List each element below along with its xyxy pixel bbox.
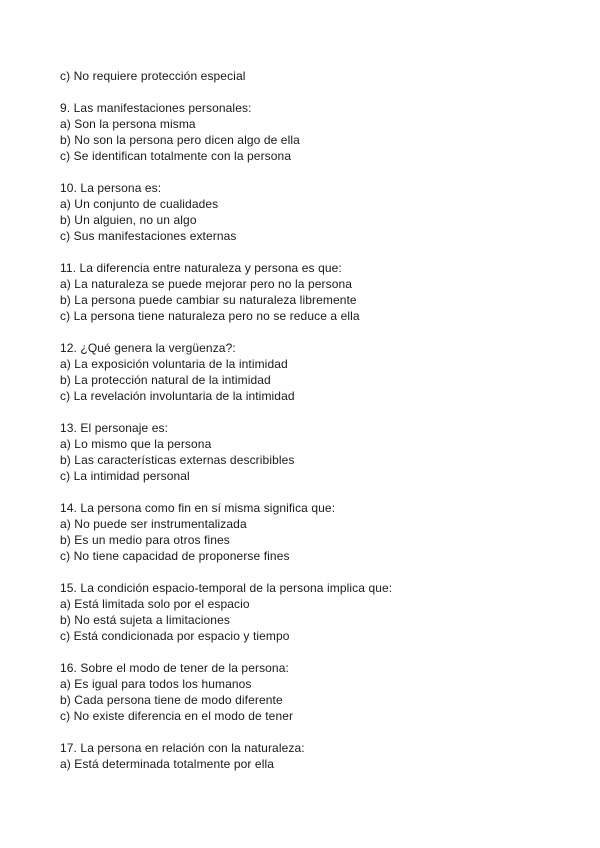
answer-option: a) La naturaleza se puede mejorar pero no la persona — [60, 277, 353, 291]
answer-option: a) Está limitada solo por el espacio — [60, 597, 250, 611]
question-block-15 — [60, 580, 560, 644]
question-block-16 — [60, 660, 560, 724]
answer-option: a) Lo mismo que la persona — [60, 437, 212, 451]
question-block-10 — [60, 180, 560, 244]
question-text: 9. Las manifestaciones personales: — [60, 101, 252, 115]
answer-option: b) No está sujeta a limitaciones — [60, 613, 230, 627]
question-text: 14. La persona como fin en sí misma significa que: — [60, 501, 336, 515]
answer-option: a) No puede ser instrumentalizada — [60, 517, 247, 531]
answer-option: c) Está condicionada por espacio y tiempo — [60, 629, 290, 643]
answer-option: a) Son la persona misma — [60, 117, 196, 131]
answer-option: c) La persona tiene naturaleza pero no se reduce a ella — [60, 309, 360, 323]
question-block-17 — [60, 740, 560, 772]
answer-option: c) La intimidad personal — [60, 469, 190, 483]
answer-option: a) La exposición voluntaria de la intimidad — [60, 357, 288, 371]
answer-option: c) No existe diferencia en el modo de tener — [60, 709, 294, 723]
question-block-12 — [60, 340, 560, 404]
answer-option: c) No requiere protección especial — [60, 69, 246, 83]
answer-option: a) Un conjunto de cualidades — [60, 197, 219, 211]
question-text: 15. La condición espacio-temporal de la persona implica que: — [60, 581, 393, 595]
answer-option: c) La revelación involuntaria de la intimidad — [60, 389, 295, 403]
question-text: 17. La persona en relación con la naturaleza: — [60, 741, 305, 755]
answer-option: c) No tiene capacidad de proponerse fines — [60, 549, 290, 563]
question-text: 10. La persona es: — [60, 181, 162, 195]
question-block-13 — [60, 420, 560, 484]
answer-option: b) La protección natural de la intimidad — [60, 373, 271, 387]
question-text: 12. ¿Qué genera la vergüenza?: — [60, 341, 236, 355]
answer-option: c) Sus manifestaciones externas — [60, 229, 237, 243]
question-block-14 — [60, 500, 560, 564]
answer-option: a) Está determinada totalmente por ella — [60, 757, 275, 771]
answer-option: a) Es igual para todos los humanos — [60, 677, 252, 691]
answer-option: b) Cada persona tiene de modo diferente — [60, 693, 283, 707]
answer-option: b) Un alguien, no un algo — [60, 213, 197, 227]
question-block-11 — [60, 260, 560, 324]
answer-option: b) No son la persona pero dicen algo de ella — [60, 133, 300, 147]
question-text: 11. La diferencia entre naturaleza y persona es que: — [60, 261, 342, 275]
question-text: 16. Sobre el modo de tener de la persona: — [60, 661, 289, 675]
question-block-9 — [60, 100, 560, 164]
question-block-8-tail — [60, 68, 560, 84]
document-page — [60, 68, 560, 788]
question-text: 13. El personaje es: — [60, 421, 169, 435]
answer-option: b) Las características externas describibles — [60, 453, 295, 467]
answer-option: b) Es un medio para otros fines — [60, 533, 230, 547]
answer-option: b) La persona puede cambiar su naturaleza libremente — [60, 293, 357, 307]
answer-option: c) Se identifican totalmente con la persona — [60, 149, 292, 163]
